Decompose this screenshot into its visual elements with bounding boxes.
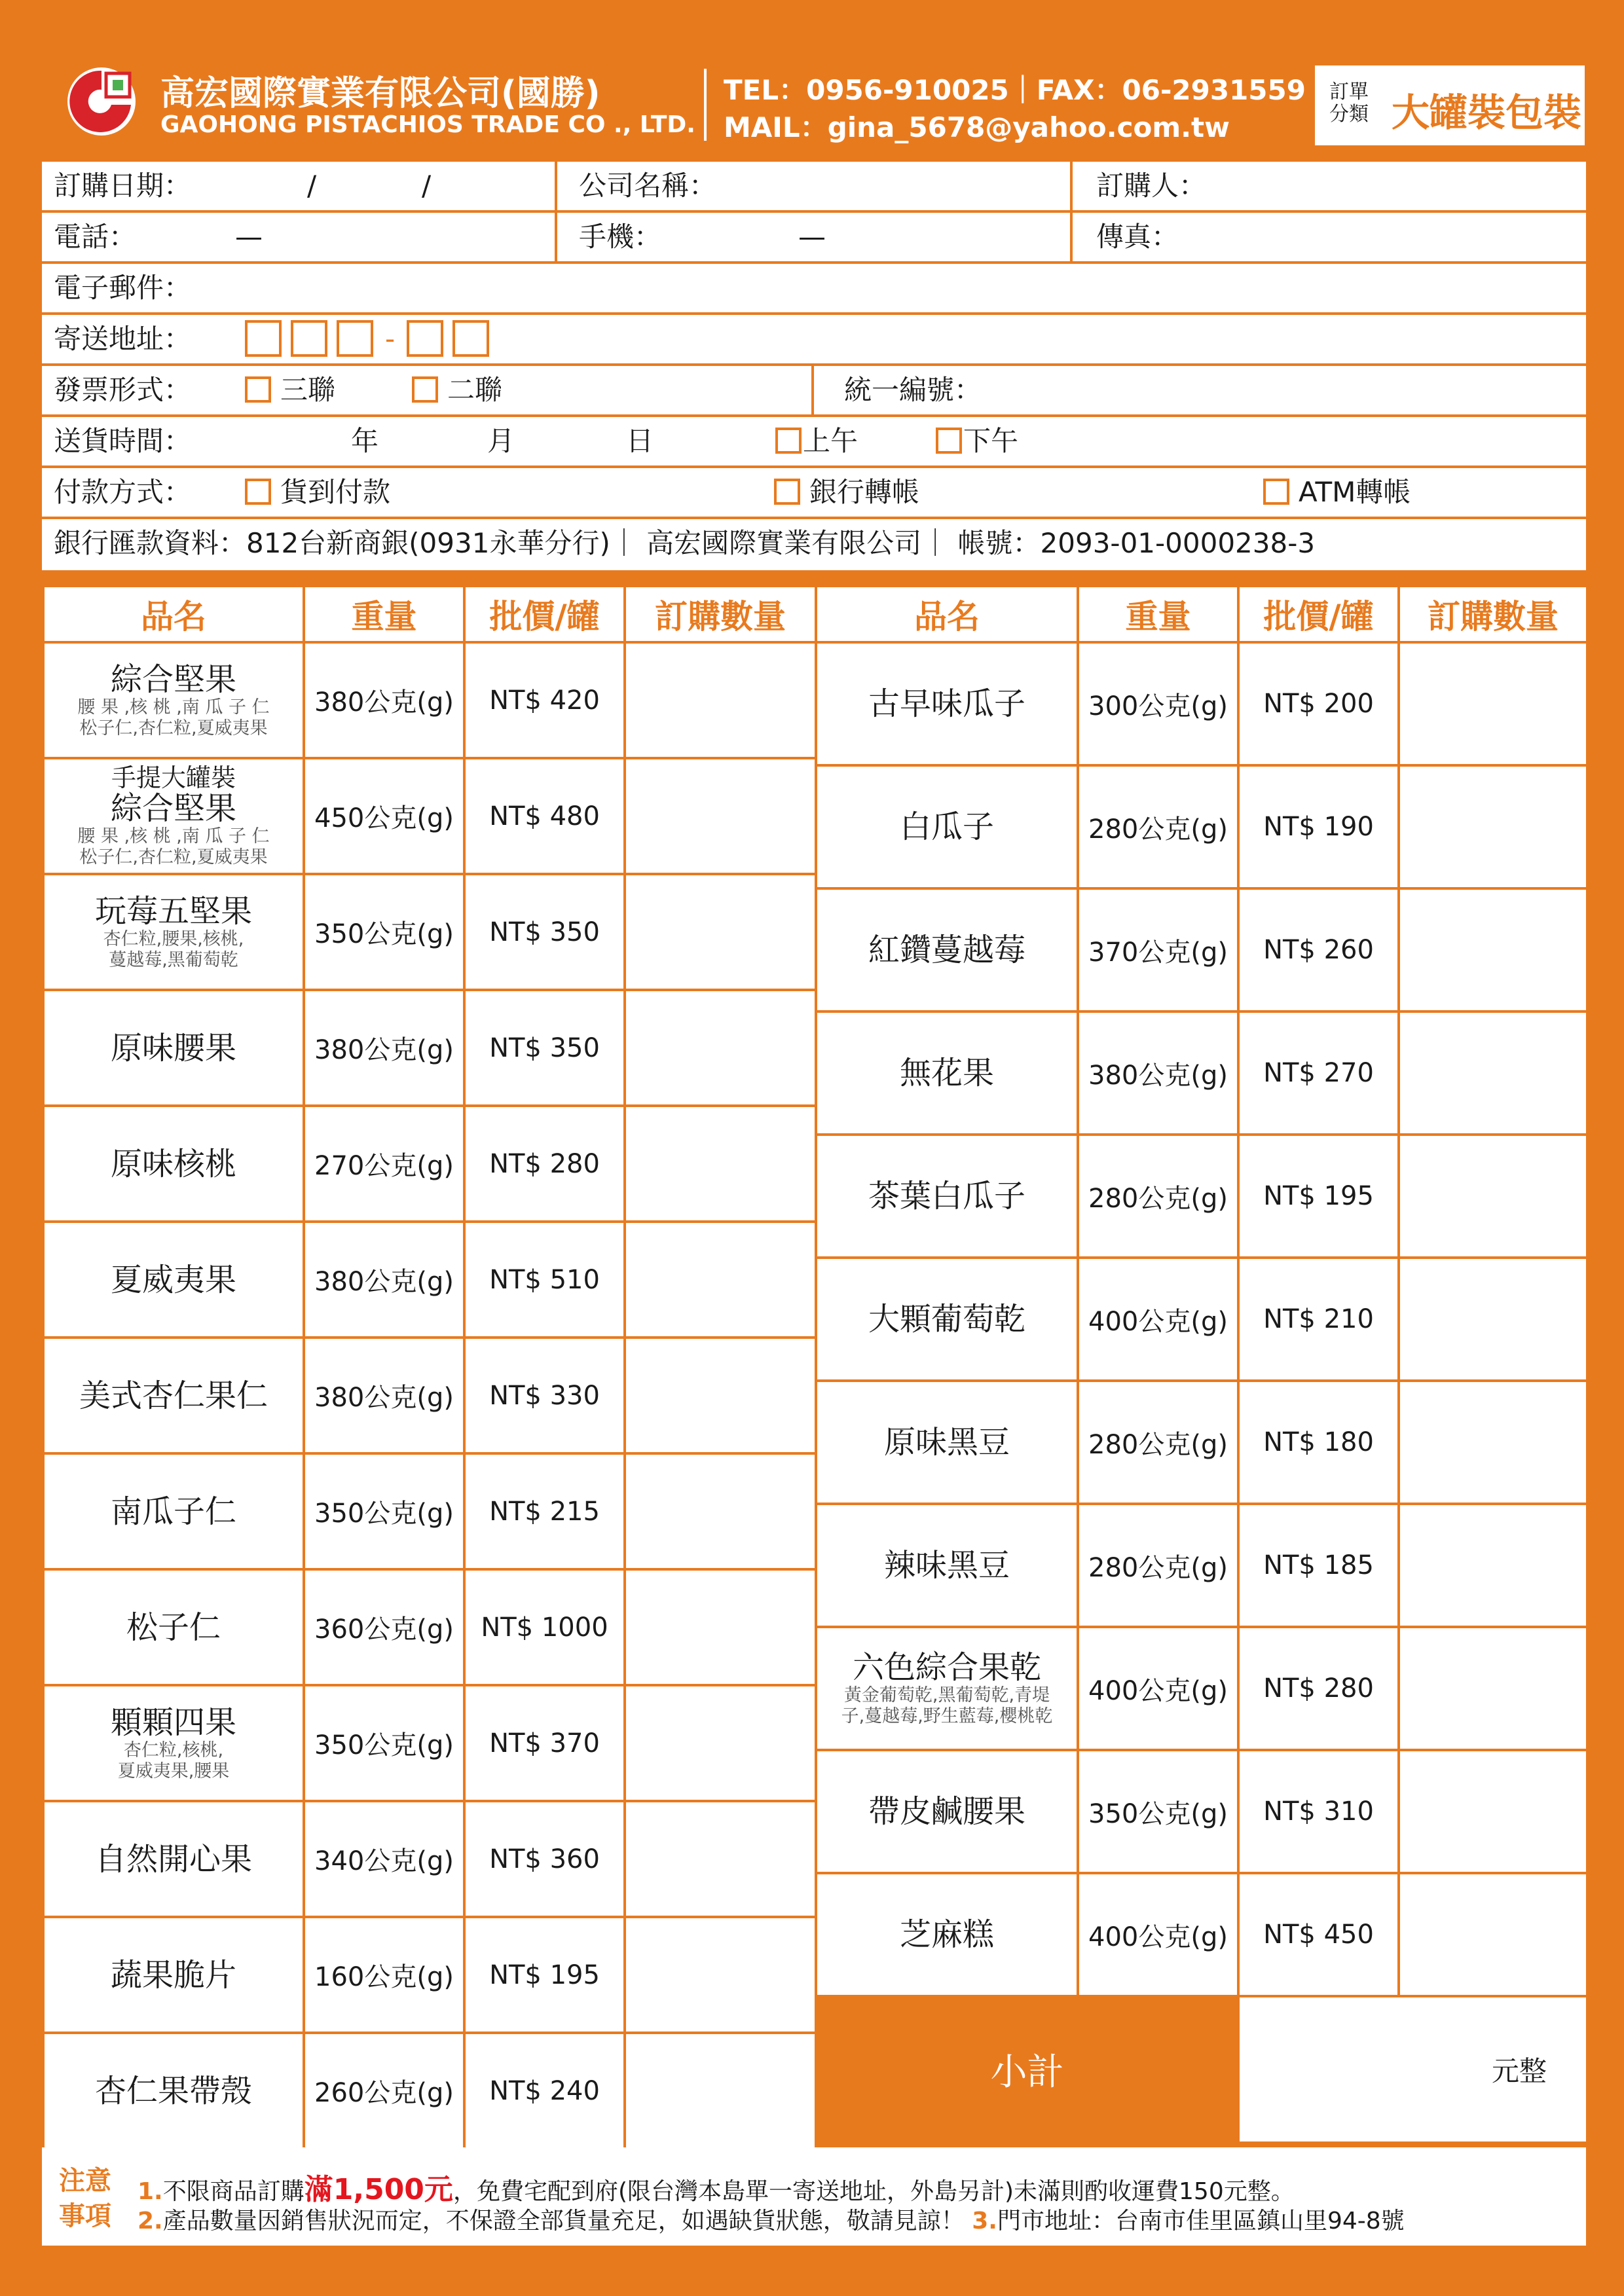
row-phone xyxy=(42,213,1586,264)
product-price: NT$ 330 xyxy=(464,1338,625,1453)
product-name: 玩莓五堅果 xyxy=(94,892,252,930)
product-price: NT$ 420 xyxy=(464,642,625,758)
product-price: NT$ 185 xyxy=(1238,1504,1399,1627)
product-name-cell xyxy=(43,1685,304,1801)
mobile-dash: — xyxy=(798,221,826,253)
product-name: 六色綜合果乾 xyxy=(852,1649,1041,1686)
product-name-cell xyxy=(43,1338,304,1453)
product-row xyxy=(816,1258,1587,1381)
product-name: 顆顆四果 xyxy=(110,1704,236,1741)
product-row xyxy=(43,758,816,874)
product-weight: 360公克(g) xyxy=(304,1569,464,1685)
note-1: 1.不限商品訂購滿1,500元，免費宅配到府(限台灣本島單一寄送地址，外島另計)未滿則酌收運費150元整。 xyxy=(138,2173,1295,2206)
product-weight: 160公克(g) xyxy=(304,1917,464,2033)
product-weight: 350公克(g) xyxy=(304,874,464,990)
header-name: 品名 xyxy=(816,586,1078,642)
product-name-cell xyxy=(816,1750,1078,1873)
product-row xyxy=(816,1504,1587,1627)
atm-transfer-checkbox[interactable]: ATM轉帳 xyxy=(1263,468,1411,517)
product-weight: 280公克(g) xyxy=(1078,765,1238,888)
order-qty-input[interactable] xyxy=(625,1453,816,1569)
row-invoice xyxy=(42,366,1586,417)
product-name: 南瓜子仁 xyxy=(110,1493,236,1530)
product-row xyxy=(43,1917,816,2033)
product-price: NT$ 195 xyxy=(464,1917,625,2033)
product-weight: 450公克(g) xyxy=(304,758,464,874)
product-weight: 380公克(g) xyxy=(304,990,464,1106)
order-qty-input[interactable] xyxy=(625,1222,816,1338)
notes-label: 注意事項 xyxy=(59,2166,111,2231)
product-name-cell xyxy=(816,1873,1078,1996)
product-weight: 340公克(g) xyxy=(304,1801,464,1917)
header-weight: 重量 xyxy=(304,586,464,642)
product-name-cell xyxy=(43,1106,304,1222)
phone-label[interactable]: 電話： xyxy=(54,221,137,253)
order-qty-input[interactable] xyxy=(625,758,816,874)
row-address xyxy=(42,315,1586,366)
am-checkbox[interactable]: 上午 xyxy=(775,417,858,465)
order-qty-input[interactable] xyxy=(1399,1504,1587,1627)
order-qty-input[interactable] xyxy=(1399,1750,1587,1873)
company-label[interactable]: 公司名稱： xyxy=(579,170,717,202)
product-name: 茶葉白瓜子 xyxy=(868,1178,1025,1214)
product-weight: 280公克(g) xyxy=(1078,1381,1238,1504)
product-name-cell xyxy=(43,990,304,1106)
product-weight: 400公克(g) xyxy=(1078,1258,1238,1381)
mobile-label[interactable]: 手機： xyxy=(579,221,662,253)
order-info-form xyxy=(42,162,1586,570)
product-row xyxy=(43,1222,816,1338)
product-row xyxy=(43,1106,816,1222)
product-weight: 300公克(g) xyxy=(1078,642,1238,765)
header-divider xyxy=(704,69,707,141)
product-ingredients: 腰 果 ,核 桃 ,南 瓜 子 仁 xyxy=(77,826,270,847)
product-price: NT$ 190 xyxy=(1238,765,1399,888)
product-price: NT$ 450 xyxy=(1238,1873,1399,1996)
product-weight: 380公克(g) xyxy=(304,1338,464,1453)
product-name-cell xyxy=(816,765,1078,888)
product-ingredients: 松子仁,杏仁粒,夏威夷果 xyxy=(79,847,268,867)
product-name: 杏仁果帶殼 xyxy=(94,2072,252,2109)
cod-checkbox[interactable]: 貨到付款 xyxy=(245,468,390,517)
order-qty-input[interactable] xyxy=(1399,1258,1587,1381)
product-row xyxy=(43,990,816,1106)
order-qty-input[interactable] xyxy=(625,990,816,1106)
header-weight: 重量 xyxy=(1078,586,1238,642)
product-row xyxy=(43,1453,816,1569)
product-name: 綜合堅果 xyxy=(110,661,236,698)
order-qty-input[interactable] xyxy=(1399,1627,1587,1750)
product-ingredients: 腰 果 ,核 桃 ,南 瓜 子 仁 xyxy=(77,697,270,718)
pm-checkbox[interactable]: 下午 xyxy=(936,417,1018,465)
header-qty: 訂購數量 xyxy=(625,586,816,642)
product-name-cell xyxy=(43,758,304,874)
product-label-top: 手提大罐裝 xyxy=(111,763,236,792)
product-row xyxy=(816,1381,1587,1504)
product-price: NT$ 1000 xyxy=(464,1569,625,1685)
order-qty-input[interactable] xyxy=(625,1106,816,1222)
product-name: 原味核桃 xyxy=(110,1145,236,1182)
row-bank-info xyxy=(42,519,1586,570)
year-label: 年 xyxy=(351,425,379,457)
product-weight: 370公克(g) xyxy=(1078,888,1238,1011)
product-name: 夏威夷果 xyxy=(110,1261,236,1298)
header-qty: 訂購數量 xyxy=(1399,586,1587,642)
product-weight: 270公克(g) xyxy=(304,1106,464,1222)
mail: MAIL：gina_5678@yahoo.com.tw xyxy=(724,111,1230,143)
order-qty-input[interactable] xyxy=(625,1801,816,1917)
product-row xyxy=(816,765,1587,888)
product-price: NT$ 180 xyxy=(1238,1381,1399,1504)
date-slash-1: / xyxy=(307,170,317,202)
product-row xyxy=(816,888,1587,1011)
table-header-row xyxy=(816,586,1587,642)
row-payment xyxy=(42,468,1586,519)
product-name-cell xyxy=(43,1453,304,1569)
header-price: 批價/罐 xyxy=(464,586,625,642)
table-header-row xyxy=(43,586,816,642)
product-row xyxy=(43,642,816,758)
tax-id-label[interactable]: 統一編號： xyxy=(844,374,982,406)
bank-info: 銀行匯款資料：812台新商銀(0931永華分行)｜ 高宏國際實業有限公司｜ 帳號：2093-01-0000238-3 xyxy=(54,527,1316,559)
product-row xyxy=(43,1569,816,1685)
product-price: NT$ 240 xyxy=(464,2033,625,2149)
invoice-duplicate-checkbox[interactable]: 二聯 xyxy=(412,366,502,414)
order-qty-input[interactable] xyxy=(625,642,816,758)
product-name-cell xyxy=(43,2033,304,2149)
product-name-cell xyxy=(43,1569,304,1685)
product-weight: 380公克(g) xyxy=(304,642,464,758)
header-price: 批價/罐 xyxy=(1238,586,1399,642)
orderer-label[interactable]: 訂購人： xyxy=(1096,170,1207,202)
order-qty-input[interactable] xyxy=(625,1685,816,1801)
product-weight: 350公克(g) xyxy=(304,1685,464,1801)
product-price: NT$ 210 xyxy=(1238,1258,1399,1381)
order-qty-input[interactable] xyxy=(625,2033,816,2149)
product-name: 芝麻糕 xyxy=(899,1916,994,1953)
product-name: 自然開心果 xyxy=(94,1840,252,1878)
product-price: NT$ 195 xyxy=(1238,1135,1399,1258)
product-row xyxy=(816,1627,1587,1750)
row-order-date xyxy=(42,162,1586,213)
month-label: 月 xyxy=(487,425,515,457)
note-2-3: 2.產品數量因銷售狀況而定，不保證全部貨量充足，如遇缺貨狀態，敬請見諒！ 3.門市地址：台南市佳里區鎮山里94-8號 xyxy=(138,2208,1405,2234)
order-date-label: 訂購日期： xyxy=(54,170,192,202)
product-name-cell xyxy=(816,1504,1078,1627)
order-qty-input[interactable] xyxy=(1399,765,1587,888)
product-name-cell xyxy=(816,642,1078,765)
company-name-zh: 高宏國際實業有限公司(國勝) xyxy=(160,74,600,113)
row-delivery xyxy=(42,417,1586,468)
product-price: NT$ 310 xyxy=(1238,1750,1399,1873)
product-name: 蔬果脆片 xyxy=(110,1956,236,1994)
product-table-right xyxy=(815,585,1589,2144)
product-price: NT$ 360 xyxy=(464,1801,625,1917)
product-price: NT$ 350 xyxy=(464,874,625,990)
product-ingredients: 黃金葡萄乾,黑葡萄乾,青堤 xyxy=(843,1685,1050,1705)
product-weight: 350公克(g) xyxy=(1078,1750,1238,1873)
order-qty-input[interactable] xyxy=(625,874,816,990)
product-name-cell xyxy=(816,1011,1078,1135)
product-name-cell xyxy=(816,1258,1078,1381)
invoice-triplicate-checkbox[interactable]: 三聯 xyxy=(245,366,335,414)
product-row xyxy=(43,1338,816,1453)
gaohong-logo-icon xyxy=(65,65,138,137)
order-qty-input[interactable] xyxy=(1399,642,1587,765)
address-label[interactable]: 寄送地址： xyxy=(54,323,192,355)
product-row xyxy=(43,2033,816,2149)
subtotal-field[interactable] xyxy=(1238,1996,1587,2143)
product-name-cell xyxy=(43,642,304,758)
product-name-cell xyxy=(43,1801,304,1917)
product-row xyxy=(43,1685,816,1801)
product-weight: 380公克(g) xyxy=(1078,1011,1238,1135)
bank-transfer-checkbox[interactable]: 銀行轉帳 xyxy=(774,468,919,517)
product-name: 美式杏仁果仁 xyxy=(79,1377,268,1414)
product-name: 大顆葡萄乾 xyxy=(868,1301,1025,1338)
product-price: NT$ 480 xyxy=(464,758,625,874)
header-name: 品名 xyxy=(43,586,304,642)
product-weight: 280公克(g) xyxy=(1078,1504,1238,1627)
product-name: 帶皮鹹腰果 xyxy=(868,1793,1025,1830)
product-name-cell xyxy=(43,1917,304,2033)
product-ingredients: 杏仁粒,腰果,核桃, xyxy=(103,928,244,949)
product-price: NT$ 350 xyxy=(464,990,625,1106)
invoice-label: 發票形式： xyxy=(54,374,192,406)
product-weight: 400公克(g) xyxy=(1078,1873,1238,1996)
order-qty-input[interactable] xyxy=(1399,1011,1587,1135)
product-name: 松子仁 xyxy=(126,1609,221,1646)
product-ingredients: 夏威夷果,腰果 xyxy=(117,1760,230,1781)
product-weight: 350公克(g) xyxy=(304,1453,464,1569)
product-name: 紅鑽蔓越莓 xyxy=(868,932,1025,968)
fax-label[interactable]: 傳真： xyxy=(1096,221,1179,253)
subtotal-row xyxy=(816,1996,1587,2143)
order-category-value: 大罐裝包裝 xyxy=(1392,90,1582,135)
product-name-cell xyxy=(43,1222,304,1338)
product-ingredients: 蔓越莓,黑葡萄乾 xyxy=(109,949,238,970)
order-qty-input[interactable] xyxy=(1399,1135,1587,1258)
product-ingredients: 松子仁,杏仁粒,夏威夷果 xyxy=(79,718,268,738)
order-qty-input[interactable] xyxy=(1399,888,1587,1011)
product-name: 原味腰果 xyxy=(110,1029,236,1066)
product-price: NT$ 510 xyxy=(464,1222,625,1338)
product-name-cell xyxy=(816,1135,1078,1258)
product-ingredients: 子,蔓越莓,野生藍莓,櫻桃乾 xyxy=(841,1706,1053,1726)
tel-fax: TEL：0956-910025｜FAX：06-2931559 xyxy=(724,74,1306,106)
product-name: 無花果 xyxy=(899,1055,994,1091)
product-weight: 260公克(g) xyxy=(304,2033,464,2149)
product-table-left xyxy=(42,585,817,2150)
product-weight: 280公克(g) xyxy=(1078,1135,1238,1258)
product-row xyxy=(43,1801,816,1917)
order-qty-input[interactable] xyxy=(1399,1381,1587,1504)
product-name: 原味黑豆 xyxy=(883,1424,1010,1461)
email-label[interactable]: 電子郵件： xyxy=(54,272,192,304)
product-weight: 380公克(g) xyxy=(304,1222,464,1338)
date-slash-2: / xyxy=(422,170,432,202)
product-name: 綜合堅果 xyxy=(110,790,236,827)
zip-code-boxes[interactable]: - xyxy=(245,315,498,363)
product-price: NT$ 215 xyxy=(464,1453,625,1569)
company-name-en: GAOHONG PISTACHIOS TRADE CO ., LTD. xyxy=(160,111,695,138)
product-weight: 400公克(g) xyxy=(1078,1627,1238,1750)
order-qty-input[interactable] xyxy=(625,1569,816,1685)
product-row xyxy=(816,1873,1587,1996)
day-label: 日 xyxy=(626,425,654,457)
product-price: NT$ 370 xyxy=(464,1685,625,1801)
row-email xyxy=(42,264,1586,315)
product-name: 白瓜子 xyxy=(899,809,994,845)
product-name-cell xyxy=(816,1381,1078,1504)
product-ingredients: 杏仁粒,核桃, xyxy=(123,1740,224,1760)
product-row xyxy=(816,1750,1587,1873)
subtotal-unit: 元整 xyxy=(1491,2055,1547,2087)
order-qty-input[interactable] xyxy=(1399,1873,1587,1996)
subtotal-label: 小計 xyxy=(816,1996,1238,2143)
product-price: NT$ 280 xyxy=(464,1106,625,1222)
product-price: NT$ 280 xyxy=(1238,1627,1399,1750)
product-name: 辣味黑豆 xyxy=(883,1547,1010,1584)
order-qty-input[interactable] xyxy=(625,1917,816,2033)
payment-label: 付款方式： xyxy=(54,476,192,508)
product-row xyxy=(816,642,1587,765)
product-row xyxy=(43,874,816,990)
product-row xyxy=(816,1135,1587,1258)
phone-dash: — xyxy=(235,221,263,253)
product-price: NT$ 260 xyxy=(1238,888,1399,1011)
product-price: NT$ 200 xyxy=(1238,642,1399,765)
product-name-cell xyxy=(816,1627,1078,1750)
product-name-cell xyxy=(43,874,304,990)
product-row xyxy=(816,1011,1587,1135)
product-name: 古早味瓜子 xyxy=(868,685,1025,722)
product-name-cell xyxy=(816,888,1078,1011)
product-price: NT$ 270 xyxy=(1238,1011,1399,1135)
order-qty-input[interactable] xyxy=(625,1338,816,1453)
delivery-label: 送貨時間： xyxy=(54,425,192,457)
order-category-label: 訂單分類 xyxy=(1329,81,1369,126)
